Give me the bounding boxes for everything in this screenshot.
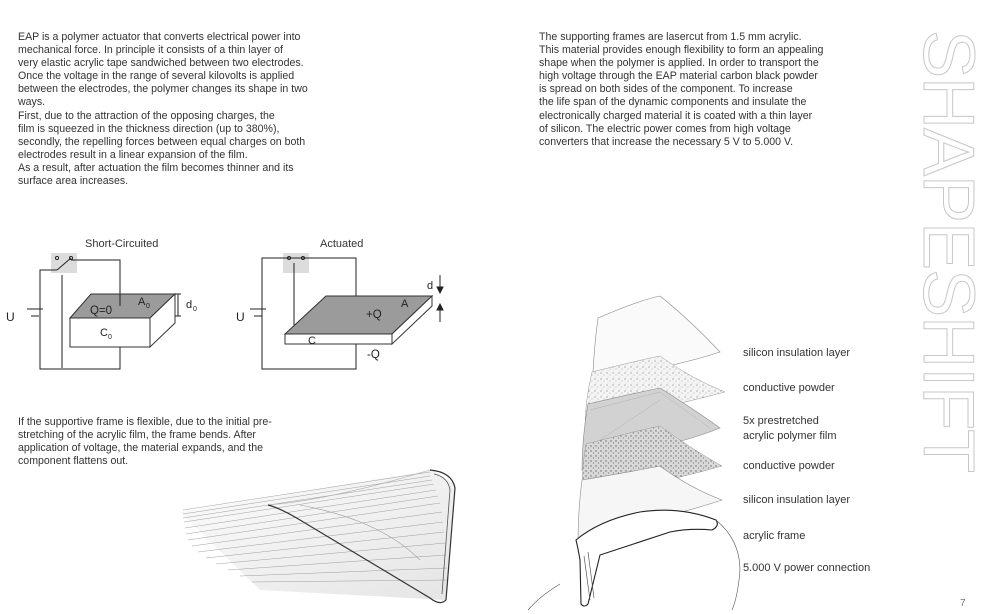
flex-line: component flattens out. — [18, 455, 129, 468]
frames-line: shape when the polymer is applied. In order to transport the — [539, 57, 819, 70]
intro-line: between the electrodes, the polymer changes its shape in two — [18, 83, 308, 96]
short-charge-label: Q=0 — [90, 305, 113, 317]
frames-line: high voltage through the EAP material carbon black powder — [539, 70, 818, 83]
intro-line: ways. — [18, 96, 46, 109]
intro-line: mechanical force. In principle it consists of a thin layer of — [18, 44, 283, 57]
intro-line: electrodes result in a linear expansion of the film. — [18, 148, 248, 161]
switch-box — [283, 253, 309, 273]
intro-line: secondly, the repelling forces between equal charges on both — [18, 135, 306, 148]
intro-line: surface area increases. — [18, 175, 129, 188]
electrode-top — [285, 296, 432, 334]
layer-label: silicon insulation layer — [743, 494, 850, 506]
frames-line: of silicon. The electric power comes from high voltage — [539, 122, 791, 135]
exploded-layer-drawing — [528, 296, 740, 610]
layer-label: 5x prestretched — [743, 415, 819, 427]
short-voltage-label: U — [6, 310, 15, 324]
page-number: 7 — [960, 598, 966, 609]
flex-line: If the supportive frame is flexible, due to the initial pre- — [18, 416, 272, 428]
flex-line: stretching of the acrylic film, the frame bends. After — [18, 429, 256, 442]
short-cap-sub: 0 — [108, 334, 112, 341]
frames-line: the life span of the dynamic components and insulate the — [539, 96, 807, 109]
frames-line: converters that increase the necessary 5 V to 5.000 V. — [539, 135, 794, 148]
power-wire-right — [716, 520, 740, 610]
layer-label: acrylic frame — [743, 530, 806, 542]
actuated-area-label: A — [401, 298, 409, 310]
layer-label: conductive powder — [743, 382, 835, 394]
actuated-title: Actuated — [320, 238, 364, 250]
short-thickness-label: d — [186, 299, 193, 311]
bent-frame-rendering — [180, 470, 456, 603]
intro-line: First, due to the attraction of the opposing charges, the — [18, 109, 275, 122]
actuated-thickness-label: d — [427, 280, 434, 292]
intro-line: very elastic acrylic tape sandwiched between two electrodes. — [18, 57, 304, 70]
layer-label: acrylic polymer film — [743, 430, 837, 442]
frames-line: This material provides enough flexibility to form an appealing — [539, 44, 824, 57]
intro-line: film is squeezed in the thickness direction (up to 380%), — [18, 122, 280, 135]
short-area-label: A — [138, 296, 146, 308]
short-cap-label: C — [100, 327, 108, 339]
layer-label: conductive powder — [743, 460, 835, 472]
frames-line: is spread on both sides of the component. To increase — [539, 83, 793, 96]
actuated-neg-charge-label: -Q — [367, 349, 380, 361]
short-circuited-title: Short-Circuited — [85, 238, 159, 250]
intro-line: EAP is a polymer actuator that converts electrical power into — [18, 31, 301, 43]
side-title: SHAPESHIFT — [908, 30, 988, 473]
layer-label: silicon insulation layer — [743, 347, 850, 359]
actuated-cap-label: C — [308, 335, 316, 347]
power-wire-left — [528, 584, 560, 610]
intro-line: As a result, after actuation the film becomes thinner and its — [18, 161, 294, 174]
frames-line: electronically charged material it is coated with a thin layer — [539, 109, 813, 122]
actuated-diagram — [250, 253, 443, 369]
layer-label: 5.000 V power connection — [743, 562, 871, 574]
actuated-voltage-label: U — [236, 310, 245, 324]
short-thickness-sub: 0 — [193, 306, 197, 313]
flex-line: application of voltage, the material expands, and the — [18, 442, 263, 455]
short-area-sub: 0 — [146, 303, 150, 310]
intro-line: Once the voltage in the range of several kilovolts is applied — [18, 70, 295, 83]
actuated-pos-charge-label: +Q — [366, 309, 382, 321]
frames-line: The supporting frames are lasercut from 1.5 mm acrylic. — [539, 31, 802, 43]
